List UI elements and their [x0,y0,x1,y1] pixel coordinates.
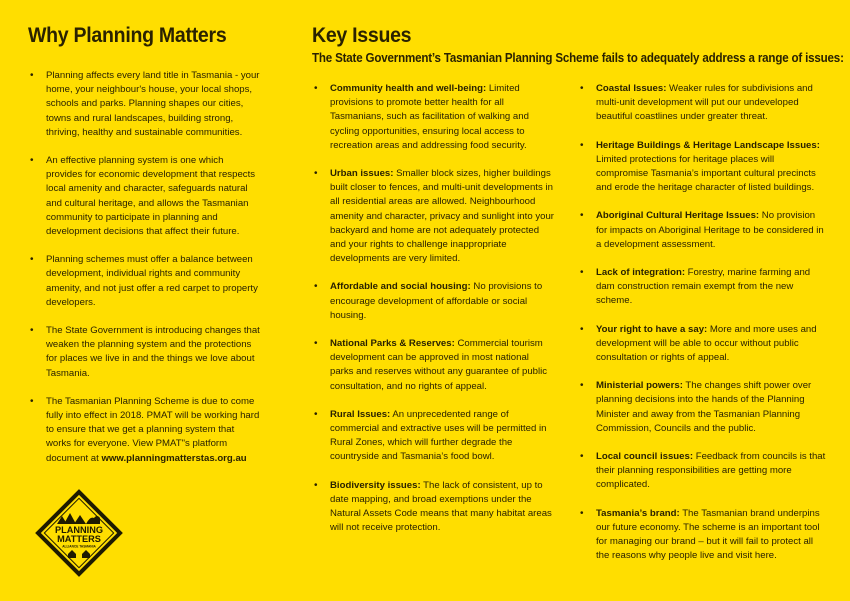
logo-line-3: ALLIANCE TASMANIA [62,544,96,549]
list-item: • Coastal Issues: Weaker rules for subdivisions and multi-unit development will put our undeveloped beautiful coastlines under greater threat. [578,82,828,125]
key-issues-list-left [312,82,555,549]
section-title-why-planning: Why Planning Matters [28,24,227,47]
list-item: • An effective planning system is one which provides for economic development that respects local amenity and character, safeguards natural and cultural heritage, and allows the Tasmanian community to participate in planning and development decisions that affect their future. [28,154,260,239]
list-item: • Planning schemes must offer a balance between development, individual rights and community amenity, and not just offer a red carpet to property developers. [28,253,260,310]
key-issues-list-right [578,82,828,577]
website-link[interactable]: www.planningmatterstas.org.au [101,452,247,464]
list-item: • Aboriginal Cultural Heritage Issues: No provision for impacts on Aboriginal Heritage to be considered in a development assessment. [578,209,828,252]
list-item: • Tasmania’s brand: The Tasmanian brand underpins our future economy. The scheme is an important tool for managing our brand – but it will fail to protect all the reasons why people live and visit here. [578,507,828,564]
list-item: • Lack of integration: Forestry, marine farming and dam construction remain exempt from the new scheme. [578,266,828,309]
planning-matters-logo [34,488,124,578]
list-item: • Biodiversity issues: The lack of consistent, up to date mapping, and broad exemptions under the Natural Assets Code means that many habitat areas will not receive protection. [312,479,555,536]
logo-line-1: PLANNING [55,525,103,535]
list-item: • Ministerial powers: The changes shift power over planning decisions into the hands of the Planning Minister and away from the Tasmanian Planning Commission, Councils and the public. [578,379,828,436]
list-item: • National Parks & Reserves: Commercial tourism development can be approved in most national parks and reserves without any guarantee of public consultation, and no rights of appeal. [312,337,555,394]
logo-line-2: MATTERS [57,534,101,544]
why-planning-matters-section [28,24,260,480]
list-item: • Community health and well-being: Limited provisions to promote better health for all Tasmanians, such as facilitation of walking and cycling opportunities, ensuring local access to recreation areas and addressing food security. [312,82,555,153]
list-item: • Local council issues: Feedback from councils is that their planning responsibilities are getting more complicated. [578,450,828,493]
list-item: • Your right to have a say: More and more uses and development will be able to occur without public consultation or rights of appeal. [578,323,828,366]
list-item: • Rural Issues: An unprecedented range of commercial and extractive uses will be permitted in Rural Zones, which will further degrade the countryside and Tasmania’s food bowl. [312,408,555,465]
key-issues-subtitle: The State Government’s Tasmanian Planning Scheme fails to adequately address a range of issues: [312,51,844,65]
list-item: • Urban issues: Smaller block sizes, higher buildings built closer to fences, and multi-unit developments in all residential areas are allowed. Neighbourhood amenity and character, privacy and sunlight into your backyard and home are not adequately protected and your rights to challenge inappropriate developments are very limited. [312,167,555,266]
list-item: • Planning affects every land title in Tasmania - your home, your neighbour's house, your local shops, schools and parks. Planning shapes our cities, towns and rural landscapes, building strong, thriving, healthy and sustainable communities. [28,69,260,140]
list-item: • Heritage Buildings & Heritage Landscape Issues: Limited protections for heritage places will compromise Tasmania’s important cultural precincts and erode the heritage character of listed buildings. [578,139,828,196]
key-issues-section [312,24,844,562]
section-title-key-issues: Key Issues [312,24,412,47]
list-item: • The State Government is introducing changes that weaken the planning system and the protections for places we live in and the things we love about Tasmania. [28,324,260,381]
list-item: • The Tasmanian Planning Scheme is due to come fully into effect in 2018. PMAT will be working hard to ensure that we get a planning system that works for everyone. View PMAT"s platform document at www.planningmatterstas.org.au [28,395,260,466]
list-item: • Affordable and social housing: No provisions to encourage development of affordable or social housing. [312,280,555,323]
why-planning-list [28,69,260,466]
